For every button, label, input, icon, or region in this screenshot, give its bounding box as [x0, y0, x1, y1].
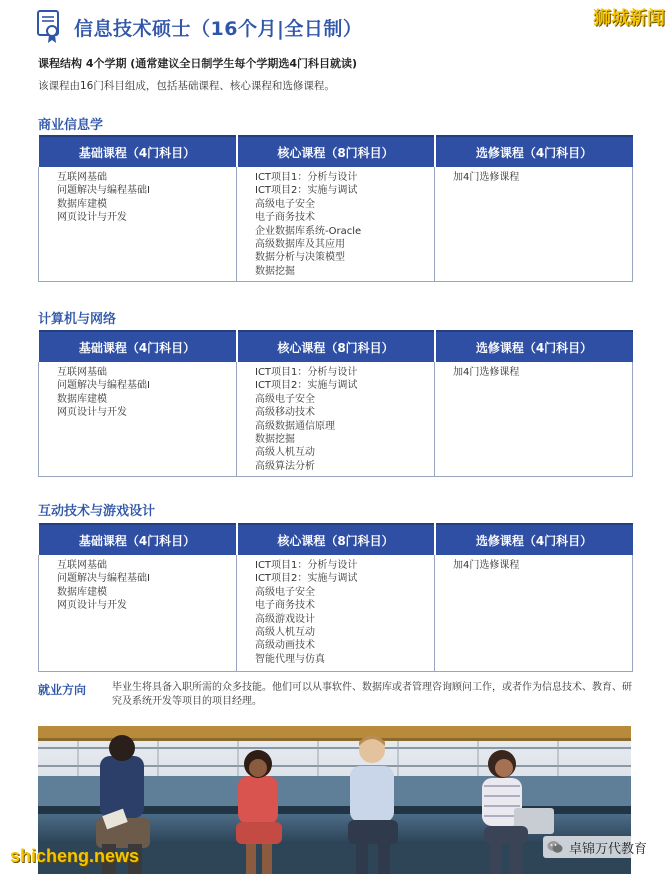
track-title: 商业信息学: [38, 118, 104, 133]
course-item: 企业数据库系统-Oracle: [255, 225, 362, 237]
course-item: 高级数据库及其应用: [255, 239, 345, 251]
header-foundation: 基础课程（4门科目）: [39, 524, 237, 555]
career-label: 就业方向: [38, 683, 87, 697]
course-item: 网页设计与开发: [57, 600, 127, 612]
course-item: 问题解决与编程基础I: [57, 185, 150, 197]
course-item: 高级游戏设计: [255, 613, 315, 625]
course-item: 加4门选修课程: [453, 560, 520, 571]
core-cell: [237, 362, 435, 476]
elective-cell: [435, 555, 633, 671]
course-item: 高级电子安全: [255, 586, 315, 598]
course-item: ICT项目2：实施与调试: [255, 573, 358, 585]
course-item: ICT项目2：实施与调试: [255, 185, 358, 197]
course-item: 电子商务技术: [255, 212, 315, 224]
course-item: 问题解决与编程基础I: [57, 380, 150, 392]
course-table: [38, 135, 633, 282]
header-core: 核心课程（8门科目）: [237, 524, 435, 555]
course-item: 智能代理与仿真: [255, 653, 325, 665]
course-table: [38, 523, 633, 672]
course-item: 网页设计与开发: [57, 407, 127, 419]
course-item: 数据库建模: [57, 393, 107, 405]
header-core: 核心课程（8门科目）: [237, 331, 435, 362]
track-title: 计算机与网络: [38, 312, 117, 327]
course-item: 高级电子安全: [255, 198, 315, 210]
brand-name: 卓锦万代教育: [568, 841, 647, 857]
course-item: 高级人机互动: [255, 447, 315, 459]
course-item: 高级动画技术: [255, 640, 315, 652]
header-elective: 选修课程（4门科目）: [435, 136, 633, 167]
course-item: 高级移动技术: [255, 407, 315, 419]
course-item: 高级电子安全: [255, 393, 315, 405]
track-title: 互动技术与游戏设计: [38, 504, 156, 519]
header-core: 核心课程（8门科目）: [237, 136, 435, 167]
header-elective: 选修课程（4门科目）: [435, 524, 633, 555]
elective-cell: [435, 167, 633, 281]
course-item: 电子商务技术: [255, 600, 315, 612]
header-elective: 选修课程（4门科目）: [435, 331, 633, 362]
course-item: ICT项目1：分析与设计: [255, 367, 358, 378]
course-item: 加4门选修课程: [453, 172, 520, 183]
course-item: 高级人机互动: [255, 627, 315, 639]
core-cell: [237, 555, 435, 671]
course-item: 问题解决与编程基础I: [57, 573, 150, 585]
course-item: ICT项目1：分析与设计: [255, 560, 358, 571]
foundation-cell: [39, 362, 237, 476]
foundation-cell: [39, 555, 237, 671]
course-item: 数据挖掘: [255, 265, 295, 277]
page-title: 信息技术硕士（16个月|全日制）: [74, 18, 363, 40]
course-item: 数据分析与决策模型: [255, 252, 345, 264]
header-foundation: 基础课程（4门科目）: [39, 331, 237, 362]
course-item: 网页设计与开发: [57, 212, 127, 224]
watermark-top: 狮城新闻: [593, 8, 665, 29]
foundation-cell: [39, 167, 237, 281]
course-item: 加4门选修课程: [453, 367, 520, 378]
course-item: 高级数据通信原理: [255, 420, 335, 432]
course-item: 互联网基础: [57, 367, 107, 378]
header-foundation: 基础课程（4门科目）: [39, 136, 237, 167]
course-table: [38, 330, 633, 477]
certificate-icon: [36, 10, 64, 44]
brand-badge: [543, 836, 651, 858]
course-item: ICT项目2：实施与调试: [255, 380, 358, 392]
course-item: 数据库建模: [57, 586, 107, 598]
course-item: 互联网基础: [57, 560, 107, 571]
elective-cell: [435, 362, 633, 476]
wechat-icon: [547, 840, 563, 854]
course-intro: 该课程由16门科目组成，包括基础课程、核心课程和选修课程。: [38, 80, 335, 92]
course-item: 高级算法分析: [255, 460, 315, 472]
watermark-bottom: shicheng.news: [10, 846, 140, 866]
course-item: 互联网基础: [57, 172, 107, 183]
course-item: 数据挖掘: [255, 434, 295, 446]
core-cell: [237, 167, 435, 281]
page-header: [36, 10, 666, 46]
course-item: 数据库建模: [57, 198, 107, 210]
course-structure: 课程结构 4个学期 (通常建议全日制学生每个学期选4门科目就读): [38, 57, 358, 70]
course-item: ICT项目1：分析与设计: [255, 172, 358, 183]
career-text: 毕业生将具备入职所需的众多技能。他们可以从事软件、数据库或者管理咨询顾问工作，或者作为信息技术、教育、研究及系统开发等项目的项目经理。: [112, 682, 632, 707]
